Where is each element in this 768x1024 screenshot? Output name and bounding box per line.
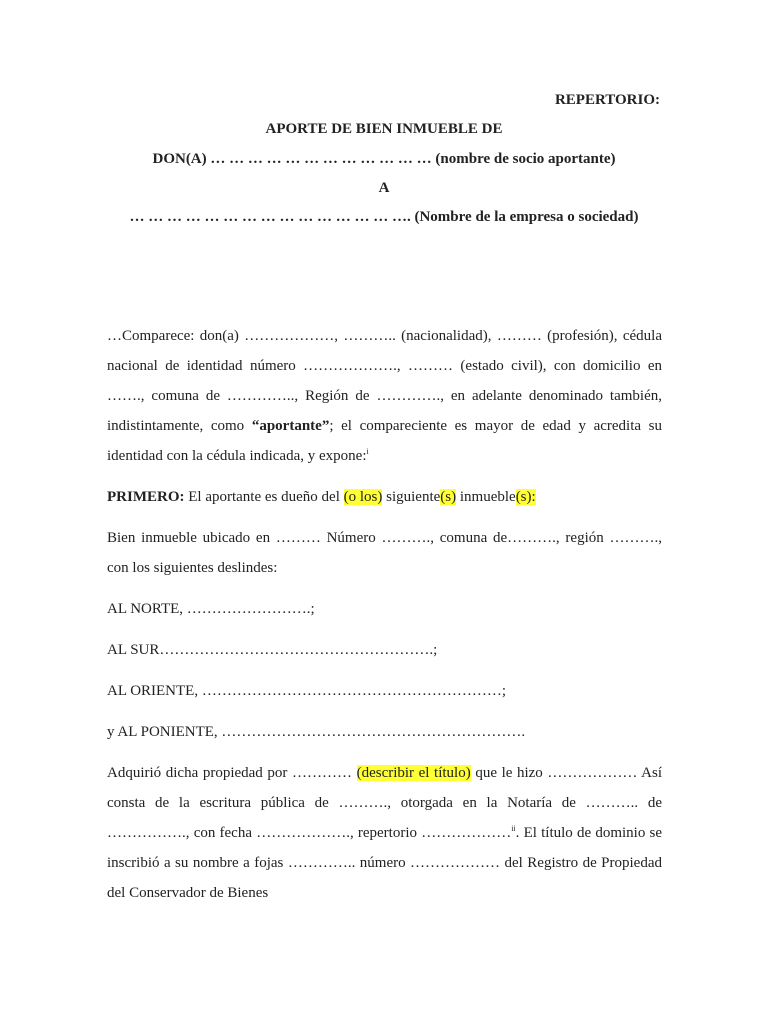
a-line: A — [378, 180, 390, 196]
highlight-o-los: (o los) — [343, 489, 383, 505]
primero-label: PRIMERO — [107, 489, 180, 505]
deslinde-oriente: AL ORIENTE, ……………………………………………………; — [107, 683, 507, 699]
primero-paragraph — [107, 482, 662, 512]
aportante-term — [252, 418, 330, 434]
footnote-ref-i[interactable]: i — [366, 447, 369, 456]
quote-open: “ — [251, 418, 260, 434]
comparece-text-2: ; el compareciente es mayor de edad y acredita su identidad con la cédula indicada, y expone: — [107, 418, 663, 464]
highlight-s-colon: (s): — [515, 489, 536, 505]
primero-text-1: El aportante es dueño del — [184, 489, 344, 505]
empresa-label: (Nombre de la empresa o sociedad) — [414, 209, 639, 225]
deslinde-sur: AL SUR……………………………………………….; — [107, 642, 438, 658]
socio-line — [0, 151, 768, 168]
deslinde-poniente: y AL PONIENTE, ……………………………………………………. — [107, 724, 526, 740]
highlight-describir-titulo: (describir el título) — [356, 765, 471, 781]
comparece-paragraph — [107, 321, 662, 471]
adquirio-text-3: . El título de dominio se inscribió a su nombre a fojas ………….. número ……………… del Registro de Propiedad del Conservador de Bienes — [107, 825, 662, 901]
comparece-text: …Comparece: don(a) ………………, ……….. (nacionalidad), ……… (profesión), cédula nacional de identidad número ………………., ……… (estado civil), con domicilio en ……., comuna de ………….., Región de …………., en adelante denominado también, indistintamente, como — [107, 328, 662, 434]
primero-colon: : — [179, 489, 185, 505]
empresa-line — [0, 209, 768, 226]
primero-text-2: siguiente — [382, 489, 441, 505]
aportante-word: aportante” — [259, 418, 330, 434]
deslinde-norte: AL NORTE, …………………….; — [107, 601, 315, 617]
socio-label: (nombre de socio aportante) — [435, 151, 616, 167]
footnote-ref-ii[interactable]: ii — [511, 824, 516, 833]
socio-dots: DON(A) … … … … … … … … … … … … — [152, 151, 432, 167]
bien-paragraph: Bien inmueble ubicado en ……… Número ………., comuna de………., región ………., con los siguientes deslindes: — [107, 530, 662, 576]
highlight-s: (s) — [440, 489, 457, 505]
empresa-dots: … … … … … … … … … … … … … … …. — [129, 209, 411, 225]
repertorio-label: REPERTORIO: — [554, 92, 660, 108]
document-body — [107, 321, 662, 919]
adquirio-text-1: Adquirió dicha propiedad por ………… — [107, 765, 357, 781]
adquirio-paragraph — [107, 758, 662, 908]
document-title: APORTE DE BIEN INMUEBLE DE — [265, 121, 503, 137]
adquirio-text-2: que le hizo ……………… Así consta de la escritura pública de ………., otorgada en la Notaría de ……….. de ……………., con fecha ………………., repertorio ……………… — [107, 765, 663, 841]
primero-text-3: inmueble — [456, 489, 516, 505]
